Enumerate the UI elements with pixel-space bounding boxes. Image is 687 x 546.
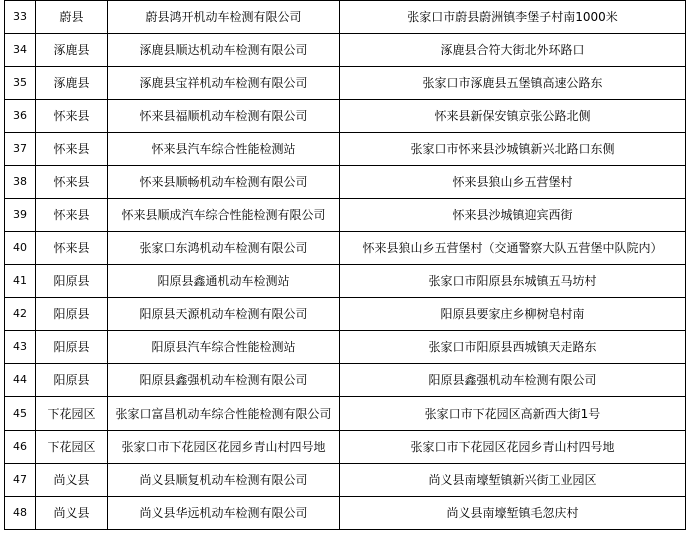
- table-row: [5, 133, 686, 166]
- county-cell: 蔚县: [36, 1, 108, 34]
- county-cell: 涿鹿县: [36, 67, 108, 100]
- county-cell: 怀来县: [36, 232, 108, 265]
- county-cell: 下花园区: [36, 431, 108, 464]
- row-number: 45: [5, 397, 36, 431]
- company-name-cell: 涿鹿县顺达机动车检测有限公司: [108, 34, 340, 67]
- row-number: 38: [5, 166, 36, 199]
- company-name-cell: 张家口富昌机动车综合性能检测有限公司: [108, 397, 340, 431]
- row-number: 43: [5, 331, 36, 364]
- company-name-cell: 尚义县顺复机动车检测有限公司: [108, 464, 340, 497]
- address-cell: 张家口市涿鹿县五堡镇高速公路东: [340, 67, 686, 100]
- county-cell: 涿鹿县: [36, 34, 108, 67]
- company-name-cell: 阳原县鑫强机动车检测有限公司: [108, 364, 340, 397]
- table-row: [5, 331, 686, 364]
- table-row: [5, 67, 686, 100]
- row-number: 37: [5, 133, 36, 166]
- address-cell: 涿鹿县合符大街北外环路口: [340, 34, 686, 67]
- address-cell: 尚义县南壕堑镇新兴街工业园区: [340, 464, 686, 497]
- row-number: 33: [5, 1, 36, 34]
- table-row: [5, 1, 686, 34]
- county-cell: 阳原县: [36, 364, 108, 397]
- table-row: [5, 497, 686, 530]
- company-name-cell: 阳原县天源机动车检测有限公司: [108, 298, 340, 331]
- county-cell: 怀来县: [36, 100, 108, 133]
- table-row: [5, 364, 686, 397]
- table-row: [5, 34, 686, 67]
- address-cell: 怀来县狼山乡五营堡村: [340, 166, 686, 199]
- address-cell: 阳原县要家庄乡柳树皂村南: [340, 298, 686, 331]
- county-cell: 尚义县: [36, 464, 108, 497]
- address-cell: 张家口市阳原县西城镇天走路东: [340, 331, 686, 364]
- company-name-cell: 阳原县鑫通机动车检测站: [108, 265, 340, 298]
- address-cell: 尚义县南壕堑镇毛忽庆村: [340, 497, 686, 530]
- company-name-cell: 怀来县顺成汽车综合性能检测有限公司: [108, 199, 340, 232]
- company-name-cell: 怀来县汽车综合性能检测站: [108, 133, 340, 166]
- row-number: 46: [5, 431, 36, 464]
- county-cell: 怀来县: [36, 199, 108, 232]
- table-row: [5, 100, 686, 133]
- row-number: 42: [5, 298, 36, 331]
- table-body: [5, 1, 686, 530]
- inspection-station-table: [4, 0, 686, 530]
- company-name-cell: 怀来县福顺机动车检测有限公司: [108, 100, 340, 133]
- address-cell: 怀来县沙城镇迎宾西街: [340, 199, 686, 232]
- table-row: [5, 397, 686, 431]
- table-row: [5, 199, 686, 232]
- table-row: [5, 166, 686, 199]
- company-name-cell: 蔚县鸿开机动车检测有限公司: [108, 1, 340, 34]
- row-number: 34: [5, 34, 36, 67]
- county-cell: 下花园区: [36, 397, 108, 431]
- table-row: [5, 232, 686, 265]
- county-cell: 怀来县: [36, 133, 108, 166]
- address-cell: 张家口市蔚县蔚洲镇李堡子村南1000米: [340, 1, 686, 34]
- address-cell: 张家口市怀来县沙城镇新兴北路口东侧: [340, 133, 686, 166]
- company-name-cell: 张家口东鸿机动车检测有限公司: [108, 232, 340, 265]
- county-cell: 阳原县: [36, 298, 108, 331]
- row-number: 48: [5, 497, 36, 530]
- county-cell: 阳原县: [36, 331, 108, 364]
- row-number: 44: [5, 364, 36, 397]
- company-name-cell: 尚义县华远机动车检测有限公司: [108, 497, 340, 530]
- table-row: [5, 265, 686, 298]
- row-number: 36: [5, 100, 36, 133]
- company-name-cell: 涿鹿县宝祥机动车检测有限公司: [108, 67, 340, 100]
- address-cell: 怀来县新保安镇京张公路北侧: [340, 100, 686, 133]
- row-number: 35: [5, 67, 36, 100]
- address-cell: 阳原县鑫强机动车检测有限公司: [340, 364, 686, 397]
- county-cell: 尚义县: [36, 497, 108, 530]
- table-row: [5, 464, 686, 497]
- address-cell: 怀来县狼山乡五营堡村（交通警察大队五营堡中队院内）: [340, 232, 686, 265]
- company-name-cell: 张家口市下花园区花园乡青山村四号地: [108, 431, 340, 464]
- row-number: 40: [5, 232, 36, 265]
- company-name-cell: 怀来县顺畅机动车检测有限公司: [108, 166, 340, 199]
- row-number: 41: [5, 265, 36, 298]
- table-row: [5, 431, 686, 464]
- address-cell: 张家口市下花园区花园乡青山村四号地: [340, 431, 686, 464]
- row-number: 39: [5, 199, 36, 232]
- company-name-cell: 阳原县汽车综合性能检测站: [108, 331, 340, 364]
- table-row: [5, 298, 686, 331]
- address-cell: 张家口市下花园区高新西大街1号: [340, 397, 686, 431]
- county-cell: 阳原县: [36, 265, 108, 298]
- row-number: 47: [5, 464, 36, 497]
- county-cell: 怀来县: [36, 166, 108, 199]
- address-cell: 张家口市阳原县东城镇五马坊村: [340, 265, 686, 298]
